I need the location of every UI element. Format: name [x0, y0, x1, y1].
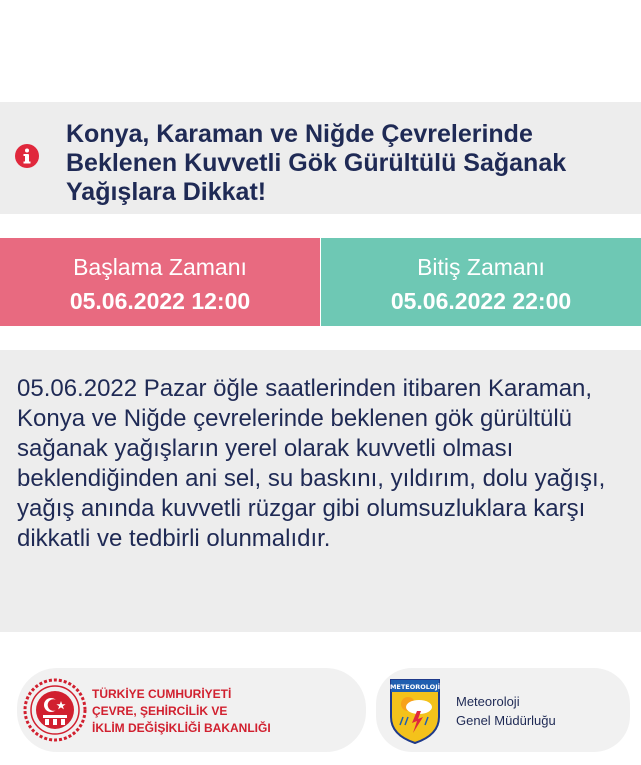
meteorology-line-1: Meteoroloji	[456, 694, 520, 709]
meteorology-line-2: Genel Müdürluğu	[456, 713, 556, 728]
alert-title: Konya, Karaman ve Niğde Çevrelerinde Beklenen Kuvvetli Gök Gürültülü Sağanak Yağışlara Dikkat!	[66, 120, 567, 206]
time-range	[0, 238, 641, 326]
ministry-seal-icon	[23, 675, 87, 745]
ministry-line-1: TÜRKİYE CUMHURİYETİ	[92, 687, 232, 701]
start-time-value: 05.06.2022 12:00	[69, 288, 251, 314]
ministry-name	[92, 686, 362, 737]
alert-body-text: 05.06.2022 Pazar öğle saatlerinden itibaren Karaman, Konya ve Niğde çevrelerinde beklenen gök gürültülü sağanak yağışların yerel olarak kuvvetli olması beklendiğinden ani sel, su baskını, yıldırım, dolu yağışı, yağış anında kuvvetli rüzgar gibi olumsuzluklara karşı dikkatli ve tedbirli olunmalıdır.	[17, 375, 606, 552]
ministry-line-2: ÇEVRE, ŞEHİRCİLİK VE	[92, 704, 228, 718]
ministry-line-3: İKLİM DEĞİŞİKLİĞİ BAKANLIĞI	[92, 721, 271, 735]
info-icon	[14, 143, 40, 169]
end-time-box	[321, 238, 641, 326]
start-time-label: Başlama Zamanı	[73, 254, 247, 280]
end-time-label: Bitiş Zamanı	[417, 254, 545, 280]
meteorology-name	[456, 692, 626, 730]
meteoroloji-logo-text: METEOROLOJİ	[389, 683, 441, 691]
start-time-box	[0, 238, 320, 326]
meteoroloji-logo-icon	[388, 677, 442, 745]
end-time-value: 05.06.2022 22:00	[390, 288, 572, 314]
